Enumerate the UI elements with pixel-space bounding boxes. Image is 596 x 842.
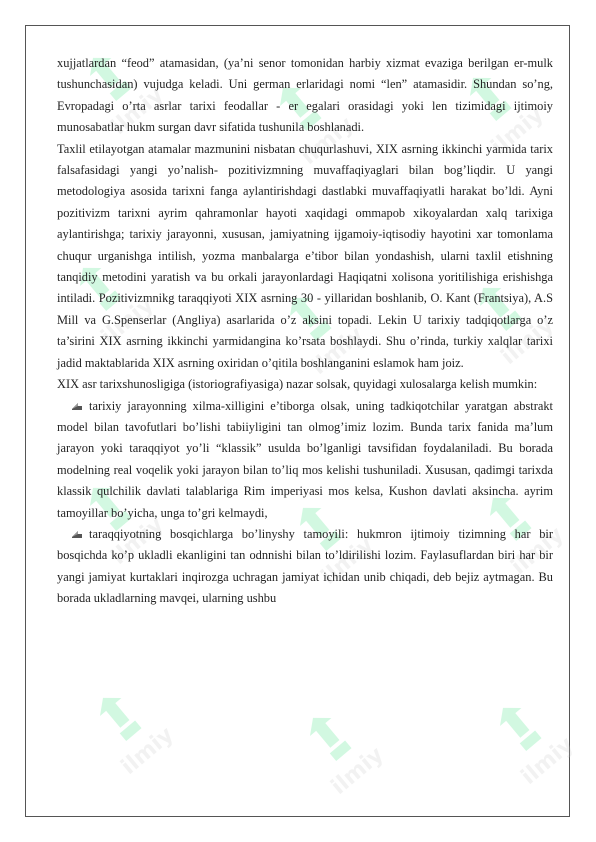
svg-text:ilmiy: ilmiy xyxy=(326,742,389,800)
svg-text:ilmiy: ilmiy xyxy=(486,102,549,160)
document-body xyxy=(57,53,553,610)
svg-text:ilmiy: ilmiy xyxy=(316,532,379,590)
svg-text:ilmiy: ilmiy xyxy=(296,112,359,170)
paragraph-3: XIX asr tarixshunosligiga (istoriografiyasiga) nazar solsak, quyidagi xulosalarga kelish mumkin: xyxy=(57,377,538,392)
svg-text:ilmiy: ilmiy xyxy=(516,732,579,790)
arrow-bullet-icon xyxy=(71,401,83,411)
svg-text:ilmiy: ilmiy xyxy=(106,512,169,570)
svg-text:ilmiy: ilmiy xyxy=(306,322,369,380)
bullet-item-1 xyxy=(57,396,553,524)
svg-text:ilmiy: ilmiy xyxy=(496,312,559,370)
arrow-bullet-icon xyxy=(71,529,83,539)
svg-text:ilmiy: ilmiy xyxy=(116,722,179,780)
paragraph-1: xujjatlardan “feod” atamasidan, (ya’ni senor tomonidan harbiy xizmat evaziga berilgan er-mulk tushunchasidan) vujudga keladi. Uni german erlaridagi nomi “len” atamasidir. Shundan so’ng, Evropadagi o’rta asrlar tarixi feodallar - er egalari orasidagi yoki len tizimidagi ijtimoiy munosabatlar hukm surgan davr sifatida tushunila boshlanadi. xyxy=(57,56,553,135)
svg-text:ilmiy: ilmiy xyxy=(506,522,569,580)
svg-text:ilmiy: ilmiy xyxy=(96,292,159,350)
bullet-text-1: tarixiy jarayonning xilma-xilligini e’tiborga olsak, uning tadkiqotchilar yaratgan abstrakt model bilan tavofutlari bo’lishi tabiiyligini tan olmog’imiz lozim. Bunda tarix fanida ma’lum jarayon yoki taraqqiyot yo’li “klassik” usulda bo’lganligi tavsifidan foydalaniladi. Bu borada modelning real voqelik yoki jarayon bilan to’liq mos kelishi tushuniladi. Xususan, qadimgi tarixda klassik qulchilik davlati talablariga Rim imperiyasi mos kelsa, Kushon davlati aksincha. ayrim tamoyillar bo’yicha, unga to’gri kelmaydi, xyxy=(57,398,553,520)
paragraph-2: Taxlil etilayotgan atamalar mazmunini nisbatan chuqurlashuvi, XIX asrning ikkinchi yarmida tarix falsafasidagi yangi yo’nalish- pozitivizmning muvaffaqiyaglari bilan bog’liqdir. U yangi metodologiya asosida tarixni fanga aylantirishdagi dastlabki muvaffaqiyatli harakat bo’ldi. Ayni pozitivizm tarixni ayrim qahramonlar hayoti xaqidagi ommapob xikoyalardan xalq tarixiga aylantirishga; tarixiy jarayonni, xususan, jamiyatning ijgamoiy-iqtisodiy hayotini xar tomonlama chuqur urganishga intilish, yozma manbalarga e’tibor bilan yondashish, ularni taxlil etishning tanqidiy metodini yaratish va bu orkali jarayonlardagi Haqiqatni xolisona yoritilishiga erishishga intiladi. Pozitivizmnikg taraqqiyoti XIX asrning 30 - yillaridan boshlanib, O. Kant (Frantsiya), A.S Mill va G.Spenserlar (Angliya) asarlarida o’z aksini topadi. Lekin U tarixiy tadqiqotlarga o’z ta’sirini XIX asrning ikkinchi yarmidangina ko’rsata boshlaydi. Shu o’rinda, turkiy xalqlar tarixi jadid maktablarida XIX asrning oxiridan o’qitila boshlanganini eslamok ham joiz. xyxy=(57,141,553,370)
bullet-text-2: taraqqiyotning bosqichlarga bo’linyshy tamoyili: hukmron ijtimoiy tizimning har bir bosqichda ko’p ukladli ekanligini tan odnnishi bilan to’ldirilishi lozim. Faylasuflardan biri har bir yangi jamiyat kurtaklari inqirozga uchragan jamiyat ichidan unib chiqadi, deb bejiz aytmagan. Bu borada ukladlarning mavqei, ularning ushbu xyxy=(57,526,553,606)
bullet-item-2 xyxy=(57,524,553,610)
svg-text:ilmiy: ilmiy xyxy=(106,82,169,140)
